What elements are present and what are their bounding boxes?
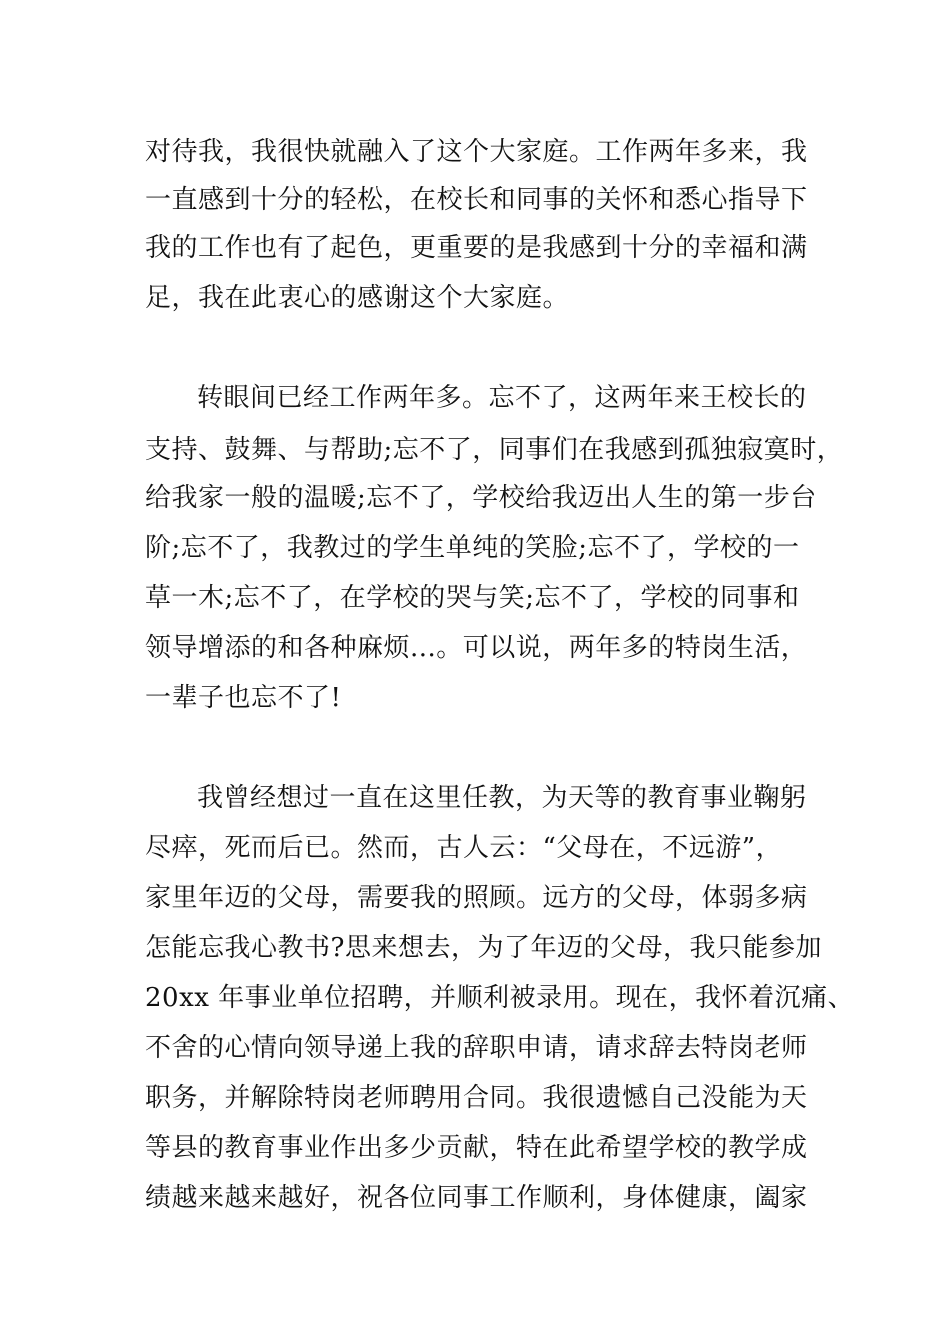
text-line: 草一木;忘不了，在学校的哭与笑;忘不了，学校的同事和 xyxy=(145,583,800,613)
text-line: 我曾经想过一直在这里任教，为天等的教育事业鞠躬 xyxy=(197,783,807,813)
text-line: 家里年迈的父母，需要我的照顾。远方的父母，体弱多病 xyxy=(145,883,808,913)
text-line: 给我家一般的温暖;忘不了，学校给我迈出人生的第一步台 xyxy=(145,483,817,513)
text-line: 对待我，我很快就融入了这个大家庭。工作两年多来，我 xyxy=(145,137,808,167)
text-line: 尽瘁，死而后已。然而，古人云：“父母在，不远游”， xyxy=(145,833,783,863)
text-line: 等县的教育事业作出多少贡献，特在此希望学校的教学成 xyxy=(145,1133,808,1163)
text-line: 转眼间已经工作两年多。忘不了，这两年来王校长的 xyxy=(197,383,807,413)
text-line: 我的工作也有了起色，更重要的是我感到十分的幸福和满 xyxy=(145,233,808,263)
text-line: 绩越来越来越好，祝各位同事工作顺利，身体健康，阖家 xyxy=(145,1183,808,1213)
text-line: 足，我在此衷心的感谢这个大家庭。 xyxy=(145,283,570,313)
text-line: 20xx 年事业单位招聘，并顺利被录用。现在，我怀着沉痛、 xyxy=(145,983,855,1013)
text-line: 领导增添的和各种麻烦...。可以说，两年多的特岗生活， xyxy=(145,633,808,663)
text-line: 一辈子也忘不了! xyxy=(145,683,342,713)
text-line: 职务，并解除特岗老师聘用合同。我很遗憾自己没能为天 xyxy=(145,1083,808,1113)
text-line: 一直感到十分的轻松，在校长和同事的关怀和悉心指导下 xyxy=(145,185,808,215)
text-line: 不舍的心情向领导递上我的辞职申请，请求辞去特岗老师 xyxy=(145,1033,808,1063)
text-line: 支持、鼓舞、与帮助;忘不了，同事们在我感到孤独寂寞时， xyxy=(145,435,844,465)
text-line: 阶;忘不了，我教过的学生单纯的笑脸;忘不了，学校的一 xyxy=(145,533,800,563)
text-line: 怎能忘我心教书?思来想去，为了年迈的父母，我只能参加 xyxy=(145,933,822,963)
